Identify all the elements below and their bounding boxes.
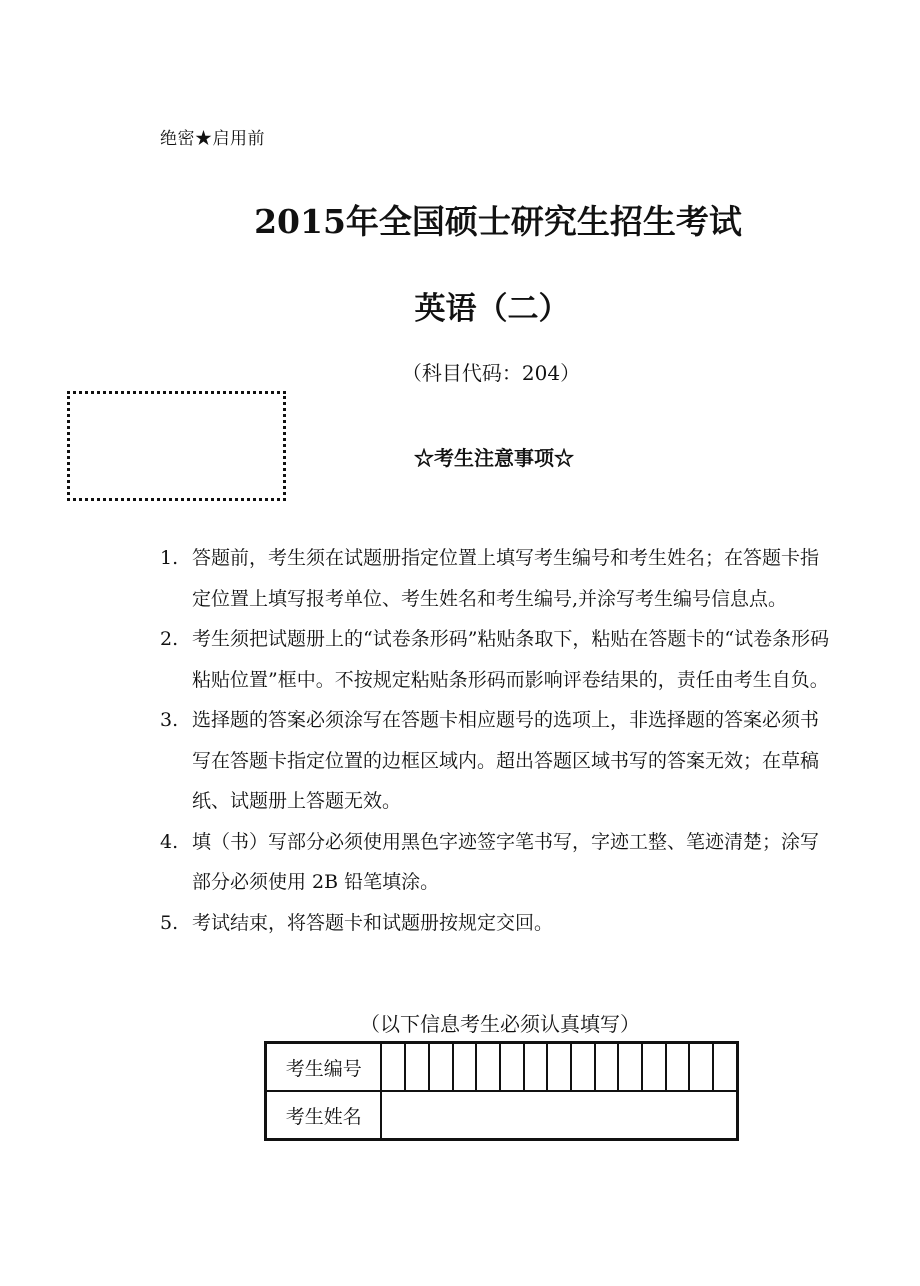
notice-item-text: 填（书）写部分必须使用黑色字迹签字笔书写，字迹工整、笔迹清楚；涂写部分必须使用 2B 铅笔填涂。 bbox=[192, 830, 820, 893]
notice-item-text: 答题前，考生须在试题册指定位置上填写考生编号和考生姓名；在答题卡指定位置上填写报考单位、考生姓名和考生编号,并涂写考生编号信息点。 bbox=[192, 547, 820, 610]
subject-code: （科目代码：204） bbox=[401, 361, 581, 385]
notice-item bbox=[160, 538, 830, 619]
candidate-id-digit-box[interactable] bbox=[405, 1043, 429, 1092]
candidate-id-digit-box[interactable] bbox=[547, 1043, 571, 1092]
candidate-id-digit-box[interactable] bbox=[453, 1043, 477, 1092]
notice-item-number: 4. bbox=[160, 830, 179, 853]
notice-item bbox=[160, 619, 830, 700]
candidate-name-label: 考生姓名 bbox=[266, 1091, 382, 1140]
notice-item-text: 考试结束，将答题卡和试题册按规定交回。 bbox=[192, 911, 554, 934]
candidate-id-digit-box[interactable] bbox=[524, 1043, 548, 1092]
candidate-id-digit-box[interactable] bbox=[666, 1043, 690, 1092]
notice-item-number: 1. bbox=[160, 547, 179, 569]
candidate-id-digit-box[interactable] bbox=[571, 1043, 595, 1092]
notice-item-text: 选择题的答案必须涂写在答题卡相应题号的选项上，非选择题的答案必须书写在答题卡指定位置的边框区域内。超出答题区域书写的答案无效；在草稿纸、试题册上答题无效。 bbox=[192, 709, 820, 812]
confidential-label: 绝密★启用前 bbox=[160, 129, 265, 149]
notice-item-text: 考生须把试题册上的“试卷条形码”粘贴条取下，粘贴在答题卡的“试卷条形码粘贴位置”框中。不按规定粘贴条形码而影响评卷结果的，责任由考生自负。 bbox=[192, 628, 830, 691]
candidate-id-digit-box[interactable] bbox=[642, 1043, 666, 1092]
candidate-id-digit-box[interactable] bbox=[713, 1043, 737, 1092]
info-form-caption: （以下信息考生必须认真填写） bbox=[360, 1012, 640, 1036]
candidate-id-digit-box[interactable] bbox=[618, 1043, 642, 1092]
candidate-id-digit-box[interactable] bbox=[476, 1043, 500, 1092]
candidate-info-table bbox=[264, 1041, 739, 1141]
candidate-id-digit-box[interactable] bbox=[689, 1043, 713, 1092]
exam-title: 2015年全国硕士研究生招生考试 bbox=[254, 202, 742, 241]
notice-item bbox=[160, 700, 830, 822]
candidate-name-row bbox=[266, 1091, 738, 1140]
notice-item-number: 5. bbox=[160, 911, 179, 934]
candidate-id-digit-box[interactable] bbox=[429, 1043, 453, 1092]
candidate-id-digit-box[interactable] bbox=[595, 1043, 619, 1092]
candidate-id-label: 考生编号 bbox=[266, 1043, 382, 1092]
candidate-id-digit-box[interactable] bbox=[500, 1043, 524, 1092]
notice-item bbox=[160, 822, 830, 903]
notice-list bbox=[160, 538, 830, 943]
candidate-name-field[interactable] bbox=[381, 1091, 737, 1140]
notice-heading: ☆考生注意事项☆ bbox=[414, 446, 574, 470]
notice-item-number: 2. bbox=[160, 628, 179, 650]
notice-item-number: 3. bbox=[160, 709, 179, 731]
candidate-id-digit-box[interactable] bbox=[381, 1043, 405, 1092]
exam-subtitle: 英语（二） bbox=[414, 291, 570, 327]
notice-item bbox=[160, 903, 830, 944]
candidate-id-row bbox=[266, 1043, 738, 1092]
